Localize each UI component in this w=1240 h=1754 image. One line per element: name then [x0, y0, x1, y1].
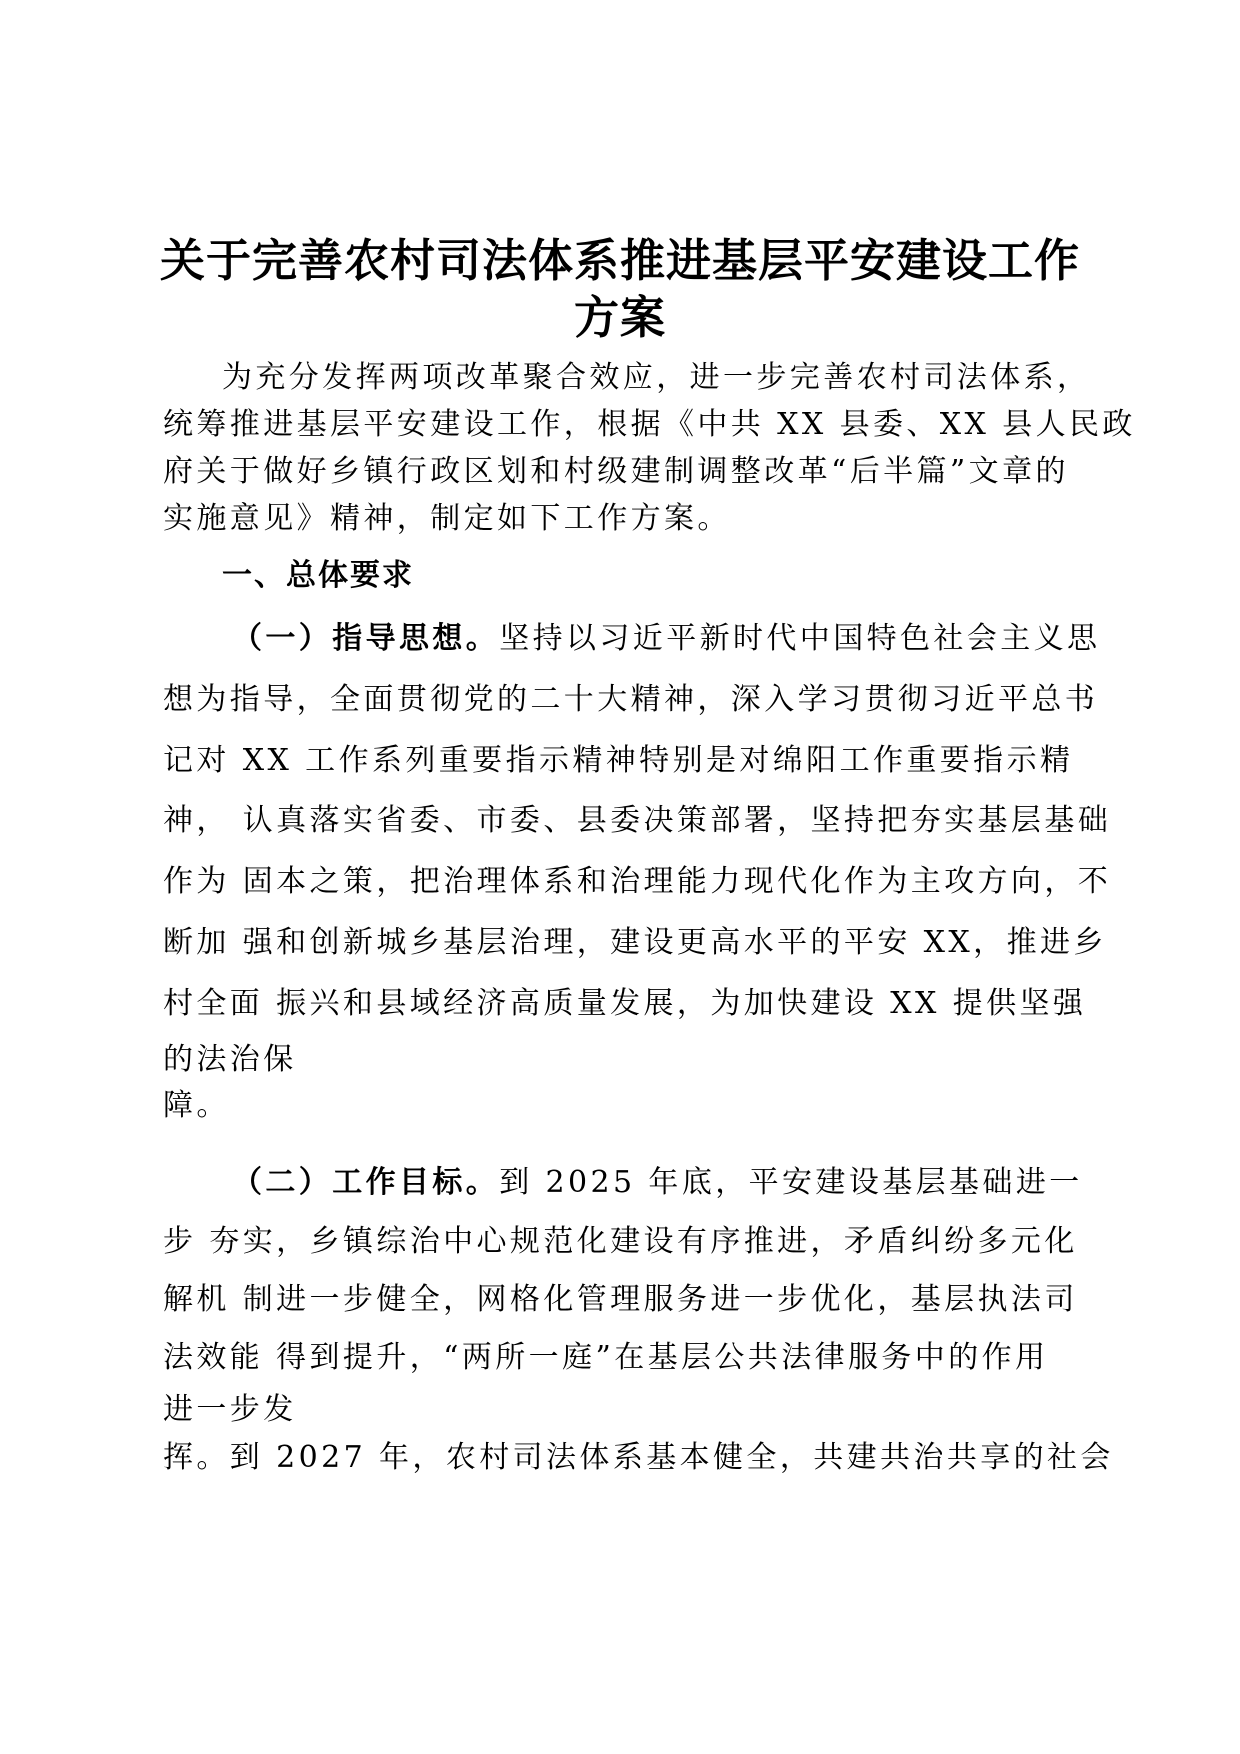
part1-line: 村全面 振兴和县域经济高质量发展，为加快建设 XX 提供坚强: [163, 986, 1087, 1021]
part1-first-line: [232, 619, 1100, 659]
part1-line: 障。: [163, 1088, 230, 1123]
part1-line: 的法治保: [163, 1042, 297, 1077]
intro-line: 为充分发挥两项改革聚合效应，进一步完善农村司法体系，: [222, 360, 1091, 395]
part1-line: 作为 固本之策，把治理体系和治理能力现代化作为主攻方向，不: [163, 864, 1112, 899]
part2-line: 步 夯实，乡镇综治中心规范化建设有序推进，矛盾纠纷多元化: [163, 1224, 1078, 1259]
intro-line: 实施意见》精神，制定如下工作方案。: [163, 501, 731, 536]
part1-label: （一）指导思想。: [232, 621, 500, 656]
document-title-line-2: 方案: [573, 291, 666, 344]
part2-line: 挥。到 2027 年，农村司法体系基本健全，共建共治共享的社会: [163, 1440, 1114, 1475]
part2-line: 法效能 得到提升，“两所一庭”在基层公共法律服务中的作用: [163, 1340, 1049, 1375]
part1-line: 想为指导，全面贯彻党的二十大精神，深入学习贯彻习近平总书: [163, 682, 1099, 717]
part2-text: 到 2025 年底，平安建设基层基础进一: [499, 1165, 1083, 1200]
part1-line: 记对 XX 工作系列重要指示精神特别是对绵阳工作重要指示精: [163, 743, 1074, 778]
intro-line: 统筹推进基层平安建设工作，根据《中共 XX 县委、XX 县人民政: [163, 407, 1136, 442]
part1-line: 断加 强和创新城乡基层治理，建设更高水平的平安 XX，推进乡: [163, 925, 1107, 960]
part1-text: 坚持以习近平新时代中国特色社会主义思: [499, 621, 1101, 656]
part2-first-line: [232, 1163, 1083, 1203]
part2-label: （二）工作目标。: [232, 1165, 500, 1200]
part2-line: 解机 制进一步健全，网格化管理服务进一步优化，基层执法司: [163, 1282, 1078, 1317]
section-heading: 一、总体要求: [222, 558, 414, 593]
document-title-line-1: 关于完善农村司法体系推进基层平安建设工作: [159, 234, 1080, 287]
part2-line: 进一步发: [163, 1392, 297, 1427]
part1-line: 神， 认真落实省委、市委、县委决策部署，坚持把夯实基层基础: [163, 803, 1112, 838]
intro-line: 府关于做好乡镇行政区划和村级建制调整改革“后半篇”文章的: [163, 454, 1069, 489]
